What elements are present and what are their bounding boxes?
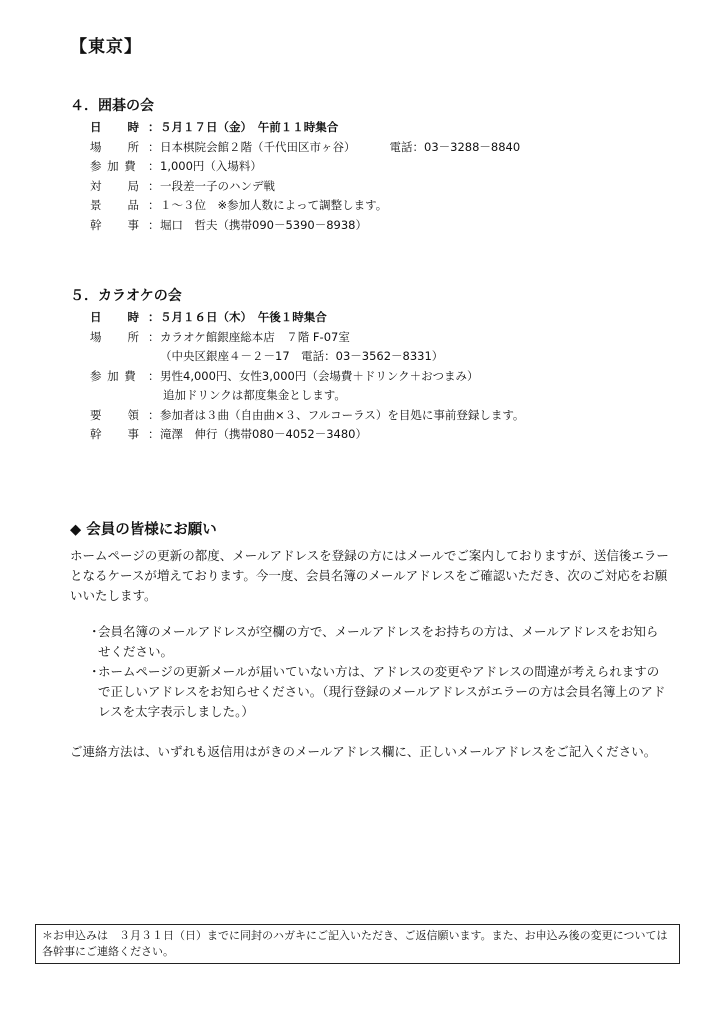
row-label: 場 所 [90, 329, 140, 344]
row-value: 1,000円（入場料） [160, 159, 262, 173]
row-label: 場 所 [90, 139, 140, 154]
member-notice [70, 520, 670, 762]
row-label: 要 領 [90, 407, 140, 422]
row-label: 対 局 [90, 178, 140, 193]
karaoke-section [70, 287, 670, 445]
row-label: 日 時 [90, 120, 140, 134]
karaoke-row-date: 日 時 ： ５月１６日（木） 午後１時集合 [70, 308, 670, 328]
notice-bullets [70, 622, 670, 722]
row-phone: 電話：03－3288－8840 [389, 139, 521, 154]
notice-closing: ご連絡方法は、いずれも返信用はがきのメールアドレス欄に、正しいメールアドレスをご記入ください。 [70, 744, 657, 759]
row-value: 日本棋院会館２階（千代田区市ヶ谷） [160, 139, 356, 154]
row-value: 参加者は３曲（自由曲×３、フルコーラス）を目処に事前登録します。 [160, 407, 525, 422]
karaoke-fee-note: 追加ドリンクは都度集金とします。 [163, 388, 346, 402]
karaoke-section-title: ５．カラオケの会 [70, 288, 182, 304]
row-label: 幹 事 [90, 427, 140, 441]
row-value: 一段差一子のハンデ戦 [160, 178, 275, 193]
karaoke-row-place: 場 所 ： カラオケ館銀座総本店 ７階 F-07室 [70, 328, 670, 348]
row-value: カラオケ館銀座総本店 ７階 F-07室 [160, 329, 350, 344]
row-label: 日 時 [90, 310, 140, 324]
footer-note: ＊お申込みは ３月３１日（日）までに同封のハガキにご記入いただき、ご返信願います。また、お申込み後の変更については各幹事にご連絡ください。 [35, 924, 680, 964]
notice-title: ◆ 会員の皆様にお願い [70, 522, 217, 538]
row-label: 幹 事 [90, 217, 140, 232]
karaoke-place-address: （中央区銀座４－２－17 電話：03－3562－8331） [160, 349, 444, 363]
go-section-title: ４．囲碁の会 [70, 98, 154, 114]
go-row-date: 日 時 ： ５月１７日（金） 午前１１時集合 [70, 118, 670, 138]
go-row-organizer: 幹 事 ： 堀口 哲夫（携帯090－5390－8938） [70, 216, 670, 236]
row-value: 滝澤 伸行（携帯080－4052－3480） [160, 427, 367, 441]
go-row-match: 対 局 ： 一段差一子のハンデ戦 [70, 177, 670, 197]
bullet-mark: ・ [88, 664, 101, 679]
page-heading: 【東京】 [70, 37, 142, 57]
row-value: ５月１７日（金） 午前１１時集合 [160, 120, 339, 134]
row-value: １～３位 ※参加人数によって調整します。 [160, 198, 388, 212]
list-item: ・ ホームページの更新メールが届いていない方は、アドレスの変更やアドレスの間違が考えられますので正しいアドレスをお知らせください。（現行登録のメールアドレスがエラーの方は会員名簿上のアドレスを太字表示しました。） [88, 664, 666, 719]
karaoke-row-organizer: 幹 事 ： 滝澤 伸行（携帯080－4052－3480） [70, 425, 670, 445]
row-label: 参 加 費 [90, 159, 137, 173]
notice-intro: ホームページの更新の都度、メールアドレスを登録の方にはメールでご案内しておりますが、送信後エラーとなるケースが増えております。今一度、会員名簿のメールアドレスをご確認いただき、次のご対応をお願いいたします。 [70, 548, 669, 603]
row-label: 参 加 費 [90, 368, 137, 383]
row-value: 男性4,000円、女性3,000円（会場費＋ドリンク＋おつまみ） [160, 368, 479, 383]
row-label: 景 品 [90, 198, 140, 212]
row-value: ５月１６日（木） 午後１時集合 [160, 310, 327, 324]
karaoke-row-rules: 要 領 ： 参加者は３曲（自由曲×３、フルコーラス）を目処に事前登録します。 [70, 406, 670, 426]
list-item: ・ 会員名簿のメールアドレスが空欄の方で、メールアドレスをお持ちの方は、メールアドレスをお知らせください。 [88, 624, 659, 659]
go-section [70, 97, 670, 235]
row-value: 堀口 哲夫（携帯090－5390－8938） [160, 217, 367, 232]
go-row-fee: 参 加 費 ： 1,000円（入場料） [70, 157, 670, 177]
go-row-prize: 景 品 ： １～３位 ※参加人数によって調整します。 [70, 196, 670, 216]
bullet-mark: ・ [88, 624, 101, 639]
karaoke-row-fee: 参 加 費 ： 男性4,000円、女性3,000円（会場費＋ドリンク＋おつまみ） [70, 367, 670, 387]
go-row-place: 場 所 ： 日本棋院会館２階（千代田区市ヶ谷） 電話：03－3288－8840 [70, 138, 670, 158]
